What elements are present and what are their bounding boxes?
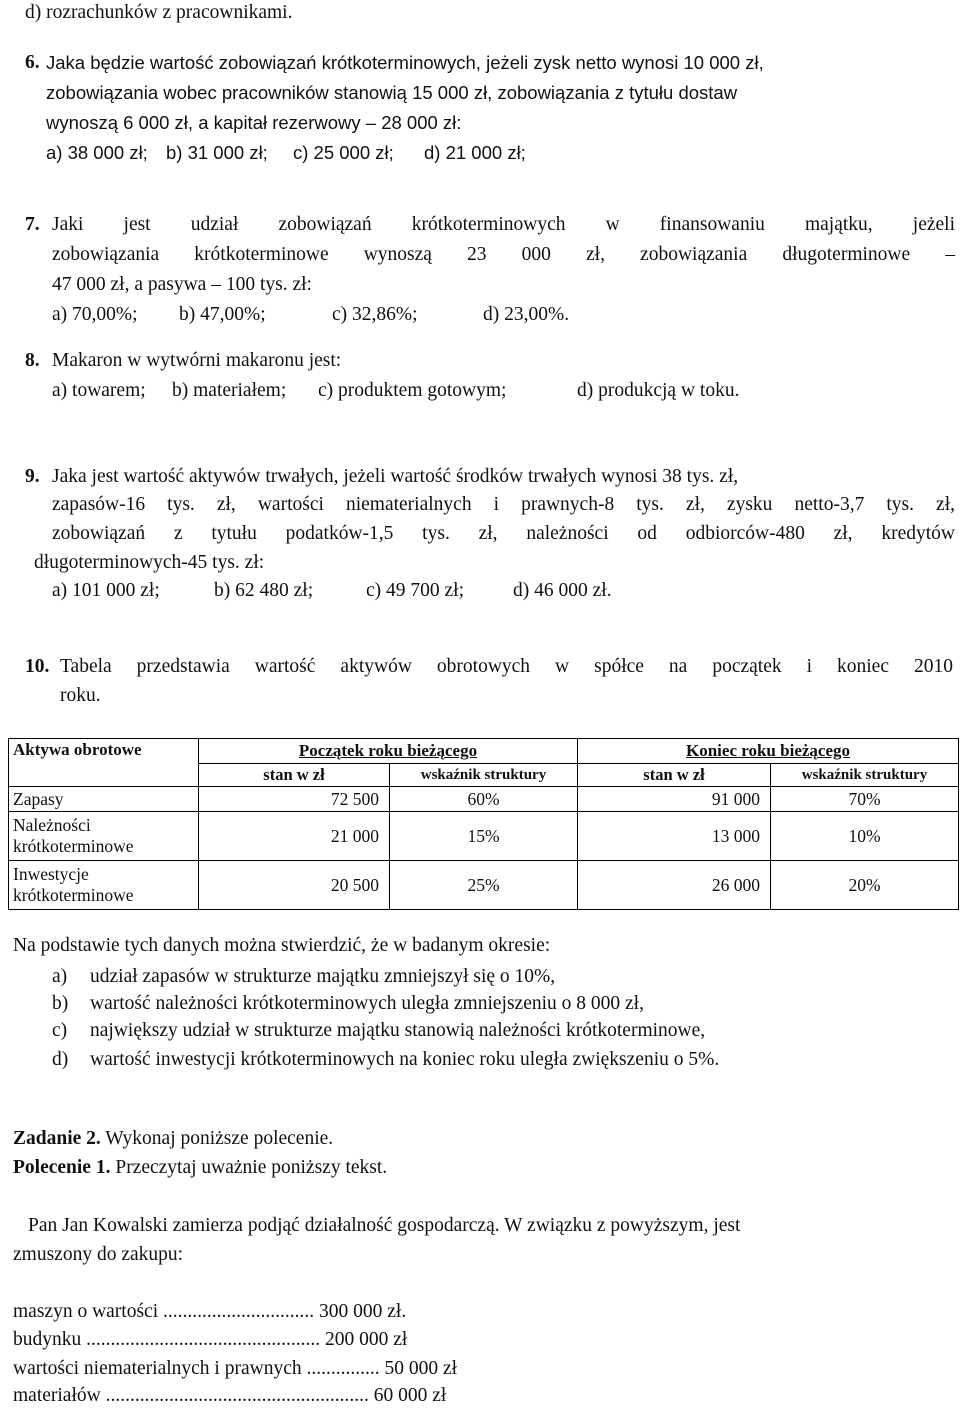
subheader-start-value: stan w zł [199,764,390,787]
question-8-line-1: Makaron w wytwórni makaronu jest: [52,350,342,371]
question-6-line-2: zobowiązania wobec pracowników stanowią 15 000 zł, zobowiązania z tytułu dostaw [46,82,738,103]
option-a: a) 70,00%; [52,304,138,325]
command-1-rest: Przeczytaj uważnie poniższy tekst. [110,1157,388,1178]
row-name-line-1: Należności [13,815,91,835]
question-6-line-1: Jaka będzie wartość zobowiązań krótkoterminowych, jeżeli zysk netto wynosi 10 000 zł, [46,52,764,73]
row-name-line-2: krótkoterminowe [13,885,134,905]
end-index: 20% [771,861,959,910]
option-b: b) 62 480 zł; [214,580,314,601]
question-7-options [52,304,569,326]
option-c: c) produktem gotowym; [318,380,507,401]
question-7-number: 7. [25,214,40,235]
option-d: d) 21 000 zł; [424,142,526,163]
option-b: b) 31 000 zł; [166,142,268,163]
question-6-line-3: wynoszą 6 000 zł, a kapitał rezerwowy – 28 000 zł: [46,112,462,133]
question-10-conclusion: Na podstawie tych danych można stwierdzić, że w badanym okresie: [13,935,551,956]
answer-a-letter: a) [52,966,68,987]
option-d: d) 23,00%. [483,304,570,325]
option-a: a) 101 000 zł; [52,580,160,601]
answer-b-letter: b) [52,993,69,1014]
question-7-line-3: 47 000 zł, a pasywa – 100 tys. zł: [52,274,312,295]
current-assets-table [8,738,959,910]
question-9-line-3: zobowiązań z tytułu podatków-1,5 tys. zł, należności od odbiorców-480 zł, kredytów [52,523,955,544]
task-2-heading-bold: Zadanie 2. [13,1128,101,1149]
start-index: 25% [390,861,578,910]
task-2-paragraph-line-2: zmuszony do zakupu: [13,1244,184,1265]
question-9-line-2: zapasów-16 tys. zł, wartości niematerialnych i prawnych-8 tys. zł, zysku netto-3,7 tys. zł, [52,494,955,515]
subheader-end-value: stan w zł [578,764,771,787]
option-c: c) 49 700 zł; [366,580,465,601]
start-index: 15% [390,812,578,861]
question-10-line-1: Tabela przedstawia wartość aktywów obrotowych w spółce na początek i koniec 2010 [60,656,953,677]
question-10-number: 10. [25,656,50,677]
header-start-of-year: Początek roku bieżącego [199,739,578,764]
question-5-last-option: d) rozrachunków z pracownikami. [25,2,293,23]
question-9-line-4: długoterminowych-45 tys. zł: [34,552,265,573]
option-a: a) towarem; [52,380,146,401]
answer-c-text: największy udział w strukturze majątku stanowią należności krótkoterminowe, [90,1020,706,1041]
option-a: a) 38 000 zł; [46,142,148,163]
command-1-bold: Polecenie 1. [13,1157,111,1178]
row-name-line-1: Inwestycje [13,864,89,884]
subheader-start-index: wskaźnik struktury [390,764,578,787]
end-value: 26 000 [578,861,771,910]
question-7-line-2: zobowiązania krótkoterminowe wynoszą 23 000 zł, zobowiązania długoterminowe – [52,244,955,265]
question-9-number: 9. [25,466,40,487]
answer-d-text: wartość inwestycji krótkoterminowych na koniec roku uległa zwiększeniu o 5%. [90,1049,720,1070]
option-d: d) produkcją w toku. [577,380,740,401]
command-1-heading [13,1157,387,1179]
option-b: b) materiałem; [172,380,287,401]
purchase-item: materiałów ...................................................... 60 000 zł [13,1385,447,1406]
end-index: 10% [771,812,959,861]
start-value: 21 000 [199,812,390,861]
question-9-options [52,580,612,602]
header-end-of-year: Koniec roku bieżącego [578,739,959,764]
table-row [9,861,959,910]
task-2-heading-rest: Wykonaj poniższe polecenie. [100,1128,334,1149]
question-8-number: 8. [25,350,40,371]
option-c: c) 25 000 zł; [293,142,394,163]
question-8-options [52,380,739,402]
end-value: 13 000 [578,812,771,861]
question-7-line-1: Jaki jest udział zobowiązań krótkoterminowych w finansowaniu majątku, jeżeli [52,214,955,235]
start-index: 60% [390,787,578,812]
start-value: 72 500 [199,787,390,812]
row-name: Zapasy [9,787,199,812]
answer-b-text: wartość należności krótkoterminowych uległa zmniejszeniu o 8 000 zł, [90,993,644,1014]
answer-c-letter: c) [52,1020,68,1041]
question-10-line-2: roku. [60,685,101,706]
table-row [9,787,959,812]
option-c: c) 32,86%; [332,304,418,325]
question-6-number: 6. [25,52,40,73]
purchase-item: maszyn o wartości ............................... 300 000 zł. [13,1301,407,1322]
row-name [9,861,199,910]
question-9-line-1: Jaka jest wartość aktywów trwałych, jeżeli wartość środków trwałych wynosi 38 tys. zł, [52,466,739,487]
table-header-row [9,739,959,764]
task-2-paragraph-line-1: Pan Jan Kowalski zamierza podjąć działalność gospodarczą. W związku z powyższym, jest [28,1215,741,1236]
option-b: b) 47,00%; [179,304,266,325]
table-row [9,812,959,861]
end-index: 70% [771,787,959,812]
row-name [9,812,199,861]
answer-a-text: udział zapasów w strukturze majątku zmniejszył się o 10%, [90,966,556,987]
end-value: 91 000 [578,787,771,812]
row-name-line-2: krótkoterminowe [13,836,134,856]
header-current-assets: Aktywa obrotowe [9,739,199,787]
option-d: d) 46 000 zł. [513,580,612,601]
purchase-item: budynku ................................................ 200 000 zł [13,1329,408,1350]
question-6-options [46,142,526,163]
purchase-item: wartości niematerialnych i prawnych ............... 50 000 zł [13,1358,458,1379]
task-2-heading [13,1128,333,1150]
subheader-end-index: wskaźnik struktury [771,764,959,787]
start-value: 20 500 [199,861,390,910]
answer-d-letter: d) [52,1049,69,1070]
